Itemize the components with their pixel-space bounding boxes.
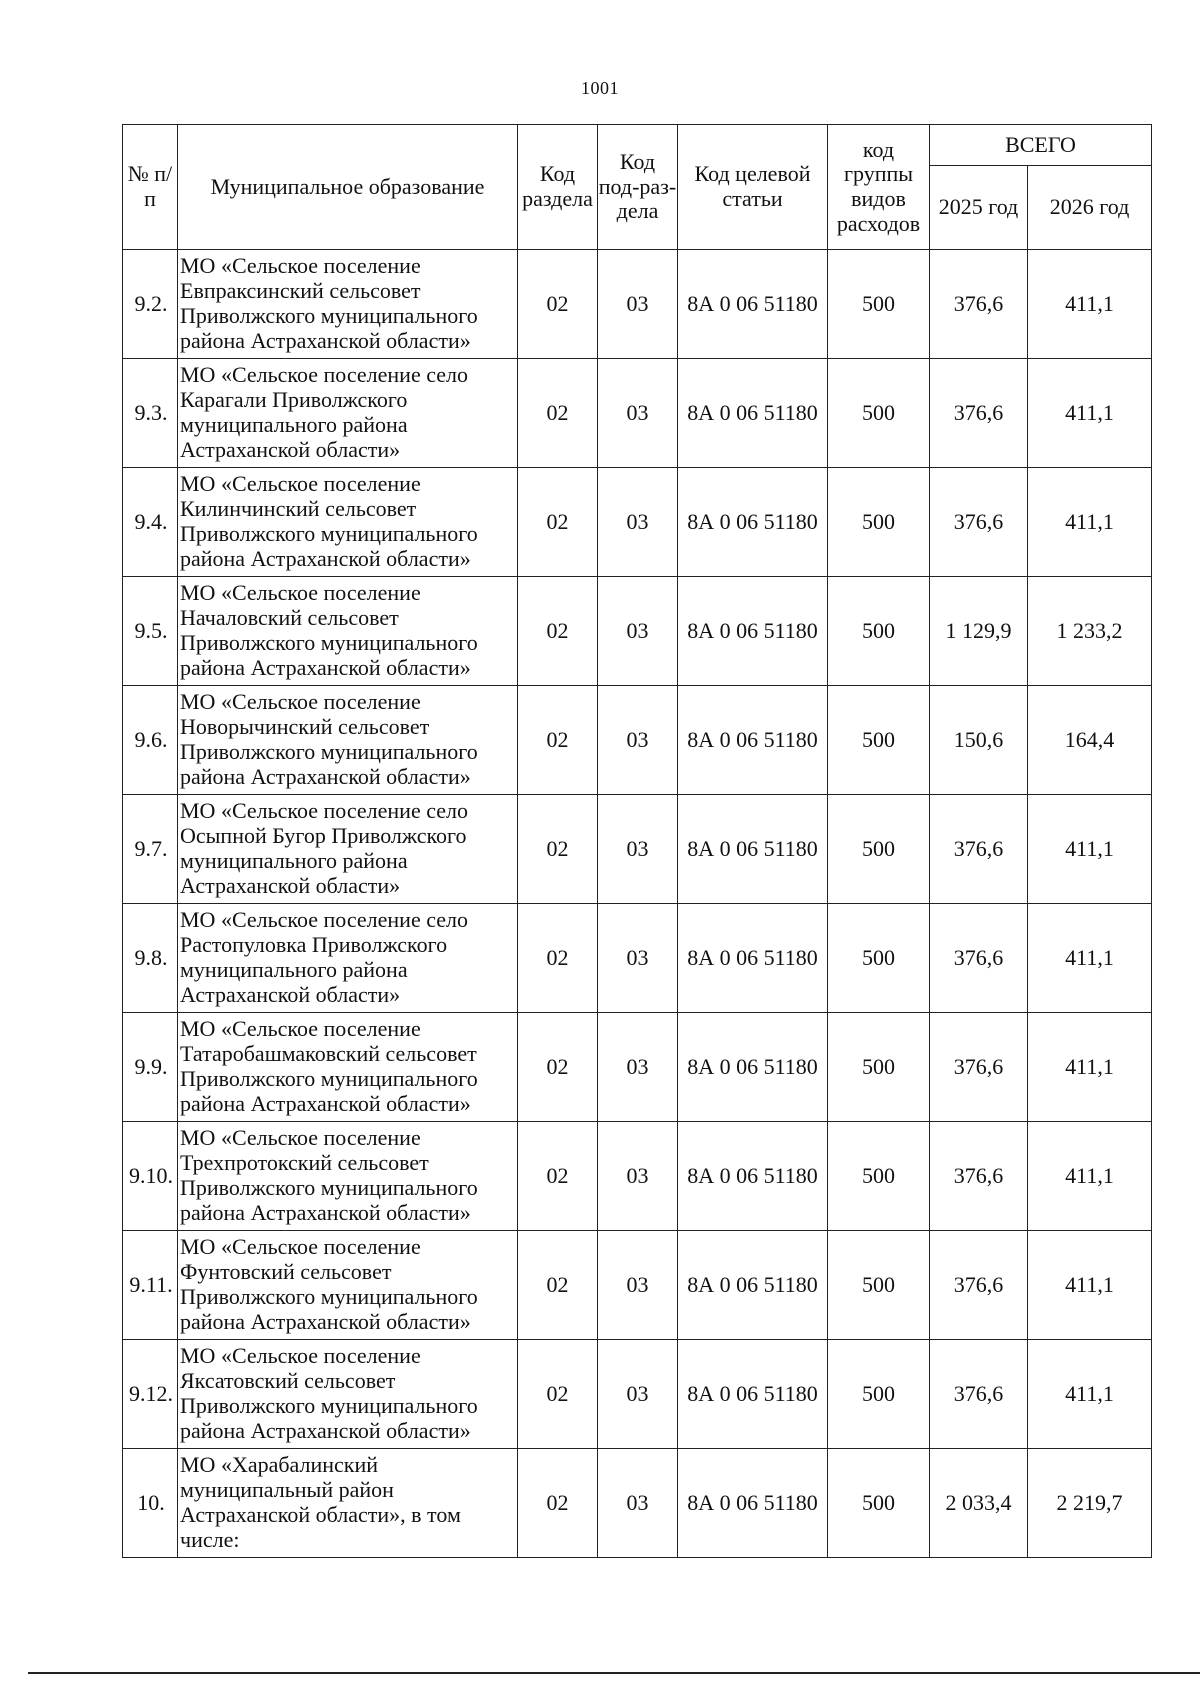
municipality-name: МО «Сельское поселение Евпраксинский сельсовет Приволжского муниципального района Астраханской области» xyxy=(178,250,518,359)
budget-table xyxy=(122,124,1152,1558)
subsection-code: 03 xyxy=(598,904,678,1013)
amount-2025: 376,6 xyxy=(930,1013,1028,1122)
section-code: 02 xyxy=(518,1013,598,1122)
target-code: 8А 0 06 51180 xyxy=(678,1013,828,1122)
municipality-name: МО «Харабалинский муниципальный район Астраханской области», в том числе: xyxy=(178,1449,518,1558)
amount-2026: 411,1 xyxy=(1028,904,1152,1013)
section-code: 02 xyxy=(518,686,598,795)
header-target-code: Код целевой статьи xyxy=(678,125,828,250)
row-number: 9.2. xyxy=(123,250,178,359)
section-code: 02 xyxy=(518,795,598,904)
amount-2026: 164,4 xyxy=(1028,686,1152,795)
subsection-code: 03 xyxy=(598,250,678,359)
table-row xyxy=(123,1013,1152,1122)
table-row xyxy=(123,904,1152,1013)
header-expense-group: код группы видов расходов xyxy=(828,125,930,250)
row-number: 9.9. xyxy=(123,1013,178,1122)
target-code: 8А 0 06 51180 xyxy=(678,904,828,1013)
row-number: 9.7. xyxy=(123,795,178,904)
expense-group: 500 xyxy=(828,1449,930,1558)
header-num: № п/п xyxy=(123,125,178,250)
expense-group: 500 xyxy=(828,250,930,359)
target-code: 8А 0 06 51180 xyxy=(678,686,828,795)
municipality-name: МО «Сельское поселение село Карагали Приволжского муниципального района Астраханской области» xyxy=(178,359,518,468)
amount-2025: 376,6 xyxy=(930,359,1028,468)
section-code: 02 xyxy=(518,1340,598,1449)
table-row xyxy=(123,577,1152,686)
amount-2026: 411,1 xyxy=(1028,1340,1152,1449)
subsection-code: 03 xyxy=(598,359,678,468)
target-code: 8А 0 06 51180 xyxy=(678,1122,828,1231)
row-number: 9.12. xyxy=(123,1340,178,1449)
target-code: 8А 0 06 51180 xyxy=(678,250,828,359)
header-year-2025: 2025 год xyxy=(930,166,1028,250)
expense-group: 500 xyxy=(828,1231,930,1340)
section-code: 02 xyxy=(518,1231,598,1340)
amount-2025: 376,6 xyxy=(930,1340,1028,1449)
table-row xyxy=(123,1231,1152,1340)
table-row xyxy=(123,795,1152,904)
section-code: 02 xyxy=(518,577,598,686)
row-number: 9.11. xyxy=(123,1231,178,1340)
municipality-name: МО «Сельское поселение село Растопуловка Приволжского муниципального района Астраханской области» xyxy=(178,904,518,1013)
expense-group: 500 xyxy=(828,1013,930,1122)
subsection-code: 03 xyxy=(598,1231,678,1340)
expense-group: 500 xyxy=(828,1340,930,1449)
row-number: 9.10. xyxy=(123,1122,178,1231)
target-code: 8А 0 06 51180 xyxy=(678,795,828,904)
row-number: 9.4. xyxy=(123,468,178,577)
expense-group: 500 xyxy=(828,359,930,468)
header-total: ВСЕГО xyxy=(930,125,1152,166)
table-body xyxy=(123,250,1152,1558)
amount-2026: 411,1 xyxy=(1028,1231,1152,1340)
amount-2026: 411,1 xyxy=(1028,250,1152,359)
expense-group: 500 xyxy=(828,686,930,795)
subsection-code: 03 xyxy=(598,468,678,577)
table-row xyxy=(123,250,1152,359)
table-row xyxy=(123,468,1152,577)
subsection-code: 03 xyxy=(598,1449,678,1558)
municipality-name: МО «Сельское поселение село Осыпной Бугор Приволжского муниципального района Астраханской области» xyxy=(178,795,518,904)
subsection-code: 03 xyxy=(598,577,678,686)
section-code: 02 xyxy=(518,904,598,1013)
row-number: 9.8. xyxy=(123,904,178,1013)
municipality-name: МО «Сельское поселение Трехпротокский сельсовет Приволжского муниципального района Астраханской области» xyxy=(178,1122,518,1231)
bottom-rule xyxy=(28,1672,1200,1674)
amount-2026: 2 219,7 xyxy=(1028,1449,1152,1558)
municipality-name: МО «Сельское поселение Татаробашмаковский сельсовет Приволжского муниципального района Астраханской области» xyxy=(178,1013,518,1122)
table-row xyxy=(123,1340,1152,1449)
amount-2026: 411,1 xyxy=(1028,795,1152,904)
amount-2025: 150,6 xyxy=(930,686,1028,795)
amount-2026: 411,1 xyxy=(1028,1122,1152,1231)
row-number: 9.6. xyxy=(123,686,178,795)
subsection-code: 03 xyxy=(598,686,678,795)
municipality-name: МО «Сельское поселение Новорычинский сельсовет Приволжского муниципального района Астраханской области» xyxy=(178,686,518,795)
target-code: 8А 0 06 51180 xyxy=(678,468,828,577)
amount-2025: 376,6 xyxy=(930,904,1028,1013)
subsection-code: 03 xyxy=(598,795,678,904)
municipality-name: МО «Сельское поселение Яксатовский сельсовет Приволжского муниципального района Астраханской области» xyxy=(178,1340,518,1449)
subsection-code: 03 xyxy=(598,1122,678,1231)
row-number: 9.3. xyxy=(123,359,178,468)
subsection-code: 03 xyxy=(598,1013,678,1122)
header-section-code: Код раздела xyxy=(518,125,598,250)
expense-group: 500 xyxy=(828,577,930,686)
amount-2026: 411,1 xyxy=(1028,468,1152,577)
amount-2026: 1 233,2 xyxy=(1028,577,1152,686)
table-row xyxy=(123,1449,1152,1558)
expense-group: 500 xyxy=(828,904,930,1013)
target-code: 8А 0 06 51180 xyxy=(678,577,828,686)
table-row xyxy=(123,1122,1152,1231)
page-number: 1001 xyxy=(581,78,619,98)
row-number: 10. xyxy=(123,1449,178,1558)
amount-2025: 376,6 xyxy=(930,468,1028,577)
header-year-2026: 2026 год xyxy=(1028,166,1152,250)
target-code: 8А 0 06 51180 xyxy=(678,1231,828,1340)
row-number: 9.5. xyxy=(123,577,178,686)
section-code: 02 xyxy=(518,468,598,577)
table-row xyxy=(123,686,1152,795)
section-code: 02 xyxy=(518,1449,598,1558)
target-code: 8А 0 06 51180 xyxy=(678,359,828,468)
municipality-name: МО «Сельское поселение Фунтовский сельсовет Приволжского муниципального района Астраханской области» xyxy=(178,1231,518,1340)
expense-group: 500 xyxy=(828,468,930,577)
amount-2025: 376,6 xyxy=(930,1231,1028,1340)
header-subsection-code: Код под-раз-дела xyxy=(598,125,678,250)
expense-group: 500 xyxy=(828,795,930,904)
target-code: 8А 0 06 51180 xyxy=(678,1449,828,1558)
municipality-name: МО «Сельское поселение Килинчинский сельсовет Приволжского муниципального района Астраханской области» xyxy=(178,468,518,577)
amount-2025: 376,6 xyxy=(930,1122,1028,1231)
table-row xyxy=(123,359,1152,468)
amount-2025: 1 129,9 xyxy=(930,577,1028,686)
subsection-code: 03 xyxy=(598,1340,678,1449)
header-municipality: Муниципальное образование xyxy=(178,125,518,250)
amount-2025: 376,6 xyxy=(930,795,1028,904)
expense-group: 500 xyxy=(828,1122,930,1231)
target-code: 8А 0 06 51180 xyxy=(678,1340,828,1449)
section-code: 02 xyxy=(518,359,598,468)
amount-2026: 411,1 xyxy=(1028,1013,1152,1122)
amount-2025: 376,6 xyxy=(930,250,1028,359)
section-code: 02 xyxy=(518,1122,598,1231)
amount-2026: 411,1 xyxy=(1028,359,1152,468)
municipality-name: МО «Сельское поселение Началовский сельсовет Приволжского муниципального района Астраханской области» xyxy=(178,577,518,686)
amount-2025: 2 033,4 xyxy=(930,1449,1028,1558)
section-code: 02 xyxy=(518,250,598,359)
